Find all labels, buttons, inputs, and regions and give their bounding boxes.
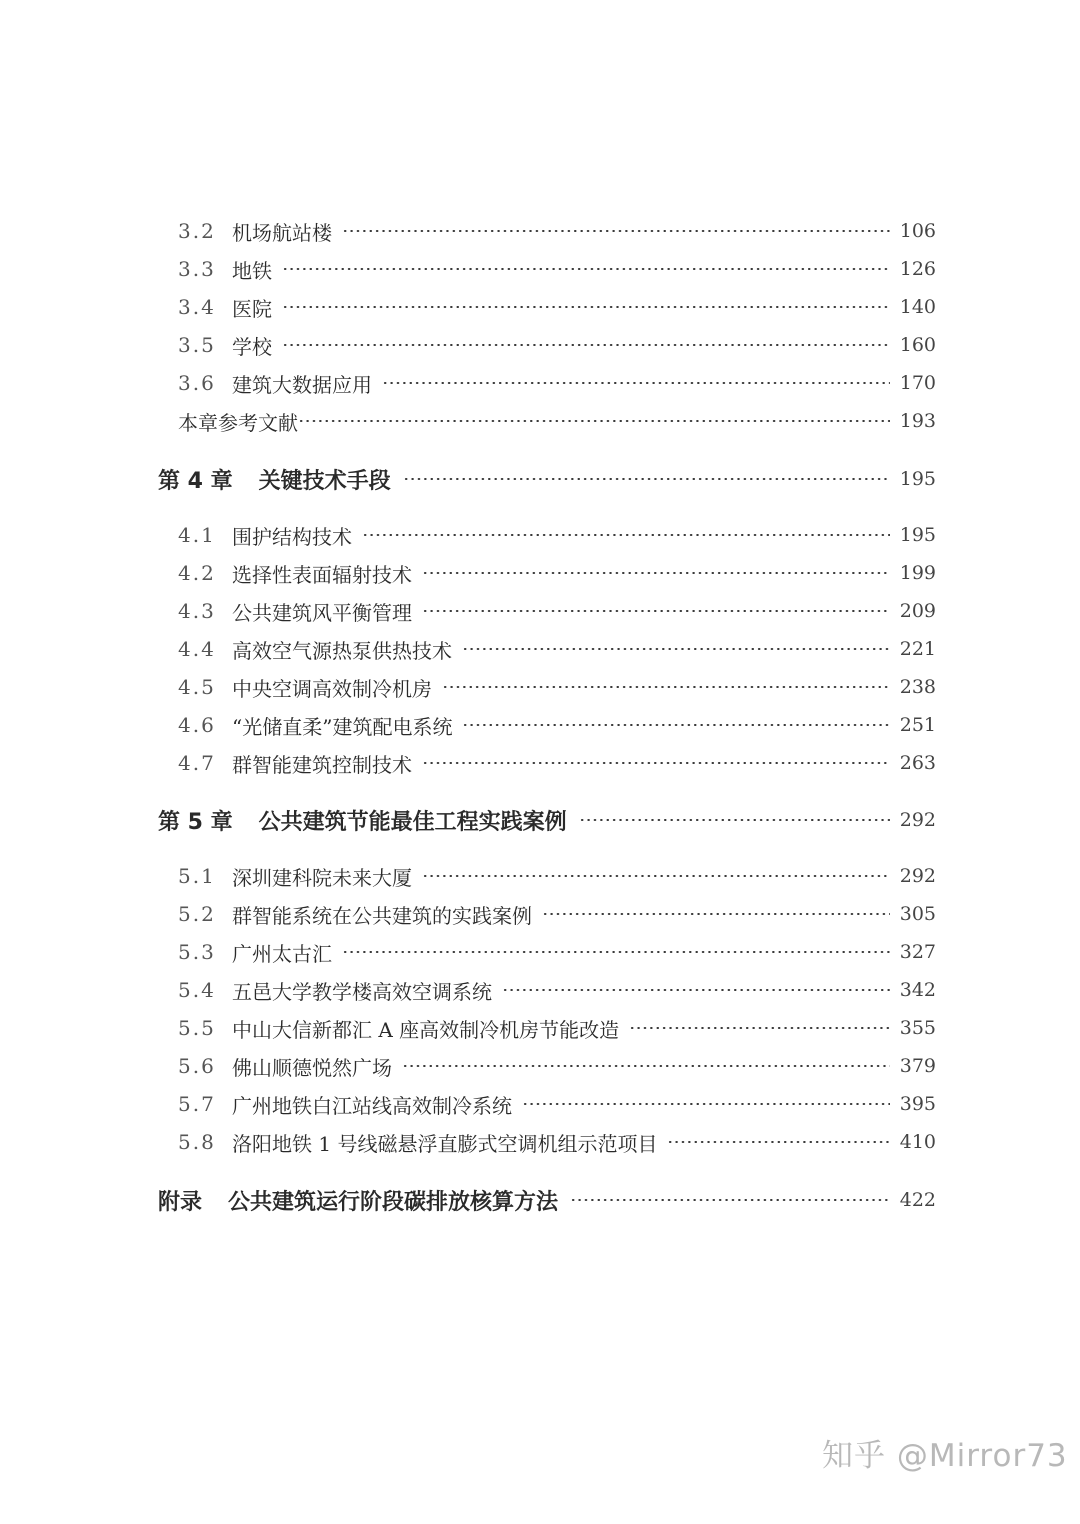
toc-entry-3-4[interactable]: [178, 289, 936, 325]
dot-leader: [422, 875, 890, 877]
section-number: 5.1: [178, 864, 216, 888]
page-number: 305: [899, 903, 936, 925]
appendix-title: 公共建筑运行阶段碳排放核算方法: [228, 1189, 559, 1215]
dot-leader: [629, 1027, 890, 1029]
section-title: 选择性表面辐射技术: [232, 562, 412, 587]
dot-leader: [282, 268, 890, 270]
dot-leader: [403, 478, 890, 480]
section-title: 公共建筑风平衡管理: [232, 600, 412, 625]
page-number: 395: [899, 1093, 936, 1115]
section-title: 高效空气源热泵供热技术: [232, 638, 452, 663]
page-number: 263: [899, 752, 936, 774]
dot-leader: [542, 913, 890, 915]
page-number: 199: [899, 562, 936, 584]
page-number: 195: [899, 524, 936, 546]
toc-entry-3-5[interactable]: [178, 327, 936, 363]
section-number: 5.2: [178, 902, 216, 926]
section-title: 建筑大数据应用: [232, 372, 372, 397]
dot-leader: [342, 230, 890, 232]
section-number: 4.7: [178, 751, 216, 775]
chapter-label: 第 4 章: [158, 468, 233, 494]
section-title: 洛阳地铁 1 号线磁悬浮直膨式空调机组示范项目: [232, 1131, 658, 1156]
chapter-title: 公共建筑节能最佳工程实践案例: [258, 809, 567, 835]
section-number: 5.4: [178, 978, 216, 1002]
section-title: 学校: [232, 334, 272, 359]
section-title: 群智能建筑控制技术: [232, 752, 412, 777]
dot-leader: [522, 1103, 890, 1105]
appendix-label: 附录: [158, 1189, 203, 1215]
section-number: 4.2: [178, 561, 216, 585]
dot-leader: [298, 420, 890, 422]
toc-appendix[interactable]: [158, 1182, 936, 1218]
section-title: 广州地铁白江站线高效制冷系统: [232, 1093, 512, 1118]
toc-entry-3-2[interactable]: [178, 213, 936, 249]
dot-leader: [282, 306, 890, 308]
chapter-label: 第 5 章: [158, 809, 233, 835]
section-title: “光储直柔”建筑配电系统: [232, 714, 453, 739]
section-title: 医院: [232, 296, 272, 321]
dot-leader: [402, 1065, 890, 1067]
page-number: 355: [899, 1017, 936, 1039]
toc-entry-5-7[interactable]: [178, 1086, 936, 1122]
page-number: 126: [899, 258, 936, 280]
dot-leader: [570, 1199, 890, 1201]
dot-leader: [382, 382, 890, 384]
section-number: 5.6: [178, 1054, 216, 1078]
page-number: 140: [899, 296, 936, 318]
section-number: 5.3: [178, 940, 216, 964]
toc-chapter-4[interactable]: [158, 461, 936, 497]
toc-entry-4-7[interactable]: [178, 745, 936, 781]
section-title: 机场航站楼: [232, 220, 332, 245]
page-number: 195: [899, 468, 936, 490]
dot-leader: [462, 648, 890, 650]
toc-chapter-5[interactable]: [158, 802, 936, 838]
section-title: 佛山顺德悦然广场: [232, 1055, 392, 1080]
toc-entry-5-5[interactable]: [178, 1010, 936, 1046]
section-number: 4.1: [178, 523, 216, 547]
dot-leader: [422, 610, 890, 612]
section-number: 3.6: [178, 371, 216, 395]
section-number: 4.3: [178, 599, 216, 623]
dot-leader: [282, 344, 890, 346]
section-number: 4.4: [178, 637, 216, 661]
page-number: 292: [899, 865, 936, 887]
toc-entry-5-6[interactable]: [178, 1048, 936, 1084]
section-number: 5.8: [178, 1130, 216, 1154]
page-number: 193: [899, 410, 936, 432]
page-number: 327: [899, 941, 936, 963]
page-number: 422: [899, 1189, 936, 1211]
page-number: 170: [899, 372, 936, 394]
section-title: 深圳建科院未来大厦: [232, 865, 412, 890]
dot-leader: [362, 534, 890, 536]
page-number: 221: [899, 638, 936, 660]
section-number: 5.5: [178, 1016, 216, 1040]
toc-entry-5-1[interactable]: [178, 858, 936, 894]
section-title: 地铁: [232, 258, 272, 283]
page-number: 342: [899, 979, 936, 1001]
section-title: 广州太古汇: [232, 941, 332, 966]
toc-entry-5-8[interactable]: [178, 1124, 936, 1160]
toc-entry-4-3[interactable]: [178, 593, 936, 629]
zhihu-watermark: 知乎 @Mirror73: [822, 1438, 1068, 1474]
dot-leader: [342, 951, 890, 953]
page-number: 379: [899, 1055, 936, 1077]
dot-leader: [422, 572, 890, 574]
toc-entry-4-1[interactable]: [178, 517, 936, 553]
section-number: 4.5: [178, 675, 216, 699]
page-number: 209: [899, 600, 936, 622]
toc-entry-4-6[interactable]: [178, 707, 936, 743]
toc-entry-4-5[interactable]: [178, 669, 936, 705]
section-number: 3.3: [178, 257, 216, 281]
page-number: 238: [899, 676, 936, 698]
dot-leader: [442, 686, 890, 688]
section-title: 五邑大学教学楼高效空调系统: [232, 979, 492, 1004]
section-title: 群智能系统在公共建筑的实践案例: [232, 903, 532, 928]
page-number: 160: [899, 334, 936, 356]
toc-entry-4-4[interactable]: [178, 631, 936, 667]
page-number: 106: [899, 220, 936, 242]
toc-entry-5-2[interactable]: [178, 896, 936, 932]
toc-entry-4-2[interactable]: [178, 555, 936, 591]
section-title: 本章参考文献: [178, 410, 298, 435]
toc-entry-5-4[interactable]: [178, 972, 936, 1008]
section-title: 中央空调高效制冷机房: [232, 676, 432, 701]
dot-leader: [579, 819, 890, 821]
chapter-title: 关键技术手段: [258, 468, 391, 494]
section-number: 3.2: [178, 219, 216, 243]
toc-entry-5-3[interactable]: [178, 934, 936, 970]
section-number: 3.5: [178, 333, 216, 357]
section-number: 5.7: [178, 1092, 216, 1116]
dot-leader: [667, 1141, 889, 1143]
section-title: 中山大信新都汇 A 座高效制冷机房节能改造: [232, 1017, 620, 1042]
dot-leader: [502, 989, 890, 991]
dot-leader: [422, 762, 890, 764]
page-number: 410: [899, 1131, 936, 1153]
section-number: 4.6: [178, 713, 216, 737]
toc-entry-3-6[interactable]: [178, 365, 936, 401]
page-number: 292: [899, 809, 936, 831]
section-number: 3.4: [178, 295, 216, 319]
toc-entry-ch3-references[interactable]: [178, 403, 936, 439]
dot-leader: [462, 724, 889, 726]
page-number: 251: [899, 714, 936, 736]
toc-entry-3-3[interactable]: [178, 251, 936, 287]
section-title: 围护结构技术: [232, 524, 352, 549]
